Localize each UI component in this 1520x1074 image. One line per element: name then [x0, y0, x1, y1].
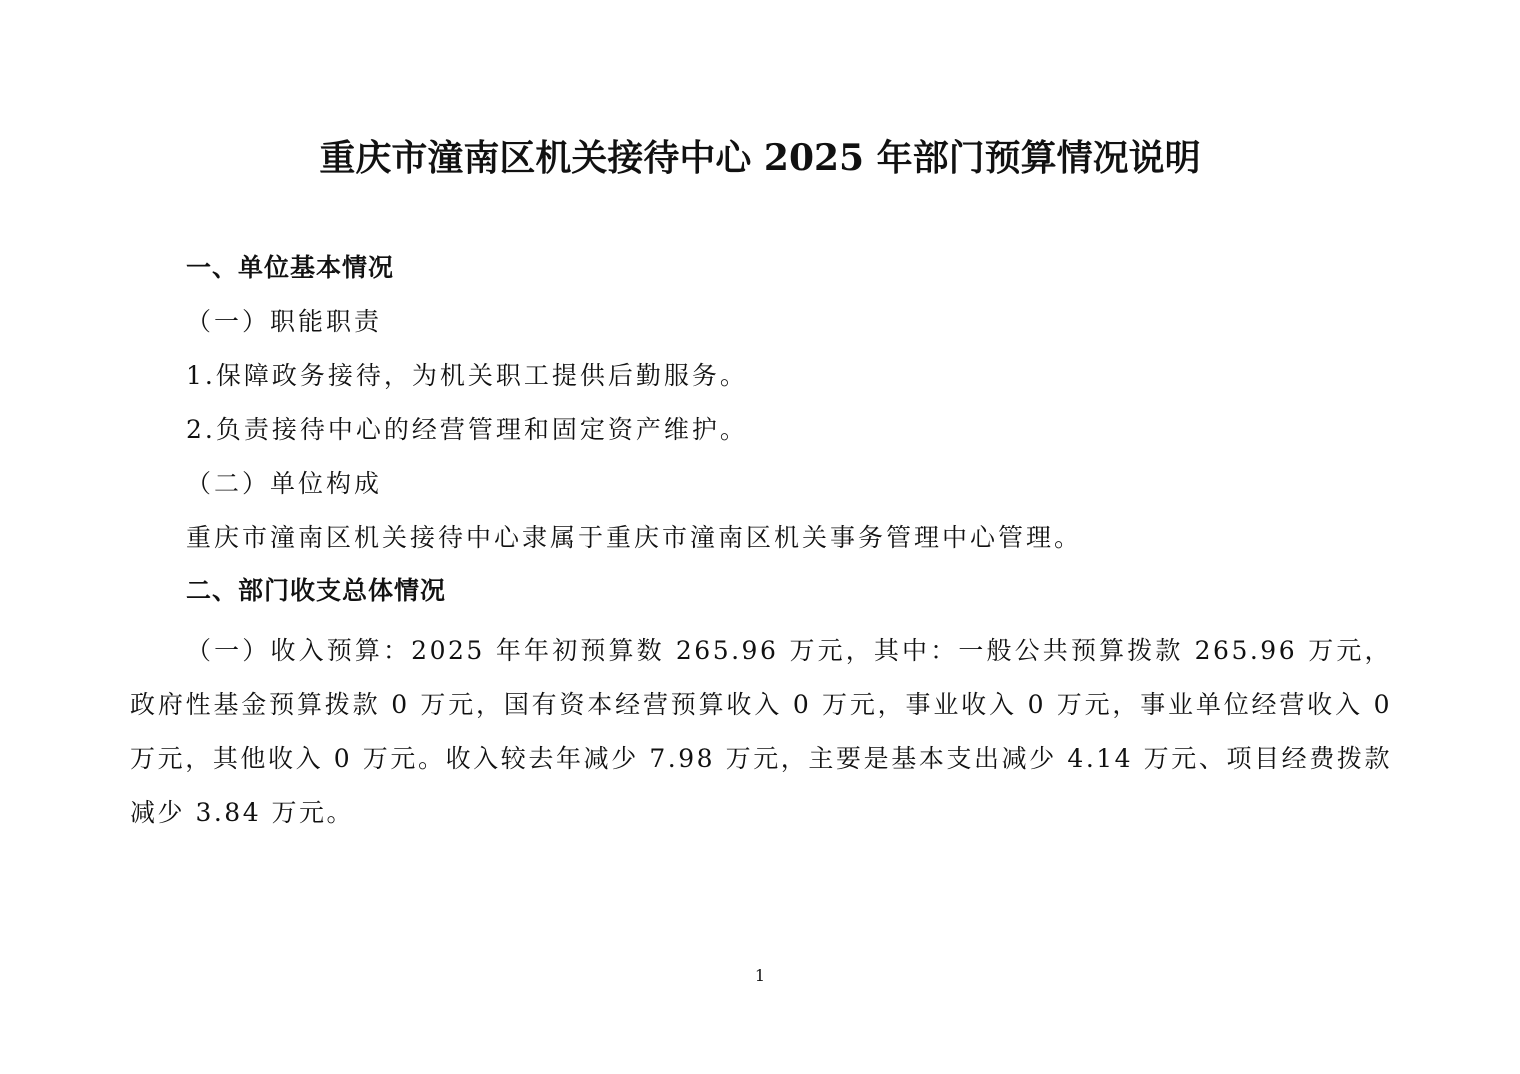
function-item-2: 2.负责接待中心的经营管理和固定资产维护。: [186, 415, 748, 444]
subsection-heading-functions: （一）职能职责: [186, 307, 383, 336]
subsection-heading-composition: （二）单位构成: [186, 469, 383, 498]
income-budget-paragraph: （一）收入预算：2025 年年初预算数 265.96 万元，其中：一般公共预算拨款 265.96 万元，政府性基金预算拨款 0 万元，国有资本经营预算收入 0 万元，事业收入 0 万元，事业单位经营收入 0 万元，其他收入 0 万元。收入较去年减少 7.98 万元，主要是基本支出减少 4.14 万元、项目经费拨款减少 3.84 万元。: [130, 636, 1392, 827]
page-number: 1: [754, 966, 766, 985]
composition-text: 重庆市潼南区机关接待中心隶属于重庆市潼南区机关事务管理中心管理。: [186, 523, 1083, 552]
document-title: 重庆市潼南区机关接待中心 2025 年部门预算情况说明: [319, 137, 1201, 179]
section-heading-basic-info: 一、单位基本情况: [186, 253, 395, 282]
section-heading-budget-overview: 二、部门收支总体情况: [186, 576, 447, 605]
function-item-1: 1.保障政务接待，为机关职工提供后勤服务。: [186, 361, 748, 390]
